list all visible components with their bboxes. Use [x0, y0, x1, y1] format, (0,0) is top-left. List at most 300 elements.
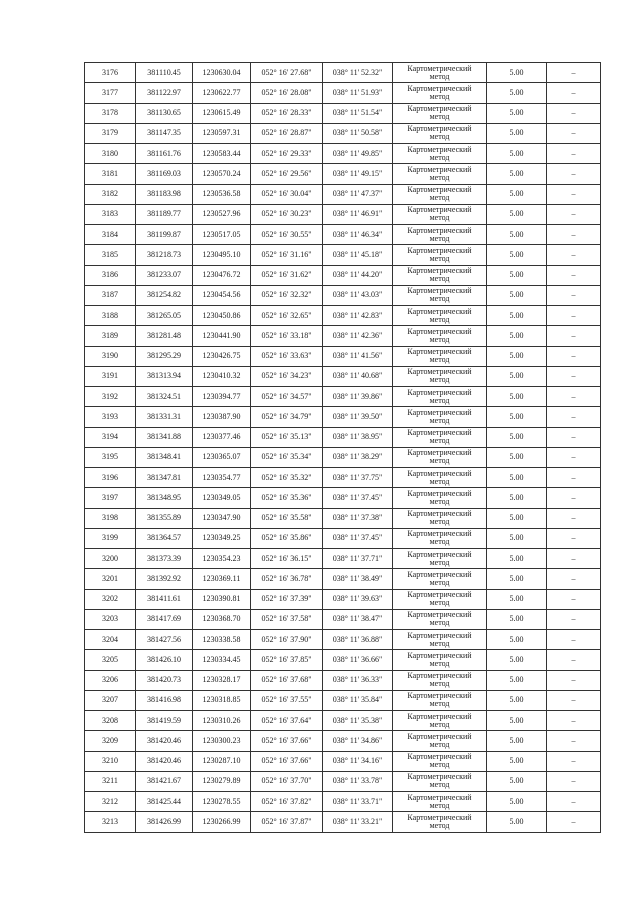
table-row [85, 488, 601, 508]
method-line-2: метод [429, 112, 450, 122]
note-cell: – [547, 711, 601, 731]
table-row [85, 771, 601, 791]
method-line-1: Картометрический [407, 104, 472, 114]
latitude-cell: 052° 16' 35.36" [251, 488, 323, 508]
note-cell: – [547, 326, 601, 346]
longitude-cell: 038° 11' 38.29" [323, 447, 393, 467]
x-coordinate-cell: 381161.76 [136, 144, 193, 164]
method-line-1: Картометрический [407, 671, 472, 681]
method-line-2: метод [429, 395, 450, 405]
accuracy-cell: 5.00 [487, 488, 547, 508]
longitude-cell: 038° 11' 38.95" [323, 427, 393, 447]
method-line-1: Картометрический [407, 468, 472, 478]
method-line-1: Картометрический [407, 83, 472, 93]
point-number-cell: 3180 [85, 144, 136, 164]
y-coordinate-cell: 1230369.11 [193, 569, 251, 589]
method-line-1: Картометрический [407, 387, 472, 397]
method-line-1: Картометрический [407, 549, 472, 559]
point-number-cell: 3205 [85, 650, 136, 670]
longitude-cell: 038° 11' 35.38" [323, 711, 393, 731]
method-cell [393, 731, 487, 751]
note-cell: – [547, 670, 601, 690]
longitude-cell: 038° 11' 46.34" [323, 225, 393, 245]
accuracy-cell: 5.00 [487, 468, 547, 488]
point-number-cell: 3183 [85, 204, 136, 224]
table-row [85, 366, 601, 386]
longitude-cell: 038° 11' 38.47" [323, 609, 393, 629]
method-line-2: метод [429, 598, 450, 608]
accuracy-cell: 5.00 [487, 407, 547, 427]
method-line-2: метод [429, 618, 450, 628]
note-cell: – [547, 245, 601, 265]
x-coordinate-cell: 381265.05 [136, 306, 193, 326]
x-coordinate-cell: 381421.67 [136, 771, 193, 791]
accuracy-cell: 5.00 [487, 245, 547, 265]
y-coordinate-cell: 1230349.05 [193, 488, 251, 508]
point-number-cell: 3185 [85, 245, 136, 265]
point-number-cell: 3198 [85, 508, 136, 528]
method-cell [393, 144, 487, 164]
method-line-1: Картометрический [407, 245, 472, 255]
method-line-1: Картометрический [407, 752, 472, 762]
latitude-cell: 052° 16' 30.04" [251, 184, 323, 204]
longitude-cell: 038° 11' 37.45" [323, 488, 393, 508]
method-cell [393, 306, 487, 326]
note-cell: – [547, 103, 601, 123]
longitude-cell: 038° 11' 39.50" [323, 407, 393, 427]
coordinates-table [84, 62, 601, 833]
table-row [85, 103, 601, 123]
accuracy-cell: 5.00 [487, 387, 547, 407]
note-cell: – [547, 771, 601, 791]
table-row [85, 670, 601, 690]
note-cell: – [547, 792, 601, 812]
latitude-cell: 052° 16' 34.79" [251, 407, 323, 427]
longitude-cell: 038° 11' 33.78" [323, 771, 393, 791]
method-line-1: Картометрический [407, 488, 472, 498]
method-line-2: метод [429, 658, 450, 668]
method-line-1: Картометрический [407, 286, 472, 296]
latitude-cell: 052° 16' 37.55" [251, 690, 323, 710]
y-coordinate-cell: 1230318.85 [193, 690, 251, 710]
accuracy-cell: 5.00 [487, 731, 547, 751]
point-number-cell: 3206 [85, 670, 136, 690]
latitude-cell: 052° 16' 34.23" [251, 366, 323, 386]
method-line-1: Картометрический [407, 509, 472, 519]
method-line-1: Картометрический [407, 367, 472, 377]
method-cell [393, 670, 487, 690]
latitude-cell: 052° 16' 37.66" [251, 731, 323, 751]
x-coordinate-cell: 381233.07 [136, 265, 193, 285]
method-line-1: Картометрический [407, 610, 472, 620]
accuracy-cell: 5.00 [487, 670, 547, 690]
longitude-cell: 038° 11' 37.71" [323, 549, 393, 569]
method-cell [393, 366, 487, 386]
x-coordinate-cell: 381364.57 [136, 528, 193, 548]
accuracy-cell: 5.00 [487, 306, 547, 326]
y-coordinate-cell: 1230354.77 [193, 468, 251, 488]
method-cell [393, 690, 487, 710]
method-line-1: Картометрический [407, 448, 472, 458]
latitude-cell: 052° 16' 32.32" [251, 285, 323, 305]
method-cell [393, 387, 487, 407]
table-row [85, 468, 601, 488]
note-cell: – [547, 528, 601, 548]
method-line-1: Картометрический [407, 185, 472, 195]
latitude-cell: 052° 16' 35.13" [251, 427, 323, 447]
point-number-cell: 3204 [85, 630, 136, 650]
point-number-cell: 3197 [85, 488, 136, 508]
table-row [85, 690, 601, 710]
table-row [85, 630, 601, 650]
y-coordinate-cell: 1230527.96 [193, 204, 251, 224]
table-row [85, 731, 601, 751]
y-coordinate-cell: 1230349.25 [193, 528, 251, 548]
longitude-cell: 038° 11' 49.15" [323, 164, 393, 184]
x-coordinate-cell: 381425.44 [136, 792, 193, 812]
table-row [85, 549, 601, 569]
latitude-cell: 052° 16' 34.57" [251, 387, 323, 407]
y-coordinate-cell: 1230454.56 [193, 285, 251, 305]
point-number-cell: 3212 [85, 792, 136, 812]
table-row [85, 346, 601, 366]
method-cell [393, 83, 487, 103]
method-cell [393, 488, 487, 508]
method-line-2: метод [429, 820, 450, 830]
method-line-1: Картометрический [407, 266, 472, 276]
x-coordinate-cell: 381331.31 [136, 407, 193, 427]
x-coordinate-cell: 381348.41 [136, 447, 193, 467]
y-coordinate-cell: 1230287.10 [193, 751, 251, 771]
y-coordinate-cell: 1230347.90 [193, 508, 251, 528]
longitude-cell: 038° 11' 42.36" [323, 326, 393, 346]
accuracy-cell: 5.00 [487, 225, 547, 245]
table-row [85, 164, 601, 184]
note-cell: – [547, 225, 601, 245]
method-cell [393, 245, 487, 265]
x-coordinate-cell: 381355.89 [136, 508, 193, 528]
point-number-cell: 3188 [85, 306, 136, 326]
latitude-cell: 052° 16' 37.68" [251, 670, 323, 690]
point-number-cell: 3203 [85, 609, 136, 629]
method-cell [393, 468, 487, 488]
point-number-cell: 3176 [85, 63, 136, 83]
accuracy-cell: 5.00 [487, 549, 547, 569]
note-cell: – [547, 488, 601, 508]
note-cell: – [547, 650, 601, 670]
x-coordinate-cell: 381313.94 [136, 366, 193, 386]
latitude-cell: 052° 16' 37.70" [251, 771, 323, 791]
table-row [85, 265, 601, 285]
longitude-cell: 038° 11' 36.66" [323, 650, 393, 670]
longitude-cell: 038° 11' 46.91" [323, 204, 393, 224]
point-number-cell: 3194 [85, 427, 136, 447]
method-line-2: метод [429, 172, 450, 182]
accuracy-cell: 5.00 [487, 447, 547, 467]
note-cell: – [547, 387, 601, 407]
note-cell: – [547, 184, 601, 204]
method-line-2: метод [429, 699, 450, 709]
method-line-2: метод [429, 517, 450, 527]
method-line-1: Картометрический [407, 326, 472, 336]
table-row [85, 589, 601, 609]
x-coordinate-cell: 381419.59 [136, 711, 193, 731]
x-coordinate-cell: 381416.98 [136, 690, 193, 710]
latitude-cell: 052° 16' 33.63" [251, 346, 323, 366]
note-cell: – [547, 569, 601, 589]
method-cell [393, 508, 487, 528]
method-line-2: метод [429, 334, 450, 344]
latitude-cell: 052° 16' 35.86" [251, 528, 323, 548]
accuracy-cell: 5.00 [487, 265, 547, 285]
accuracy-cell: 5.00 [487, 751, 547, 771]
x-coordinate-cell: 381295.29 [136, 346, 193, 366]
latitude-cell: 052° 16' 28.08" [251, 83, 323, 103]
longitude-cell: 038° 11' 41.56" [323, 346, 393, 366]
note-cell: – [547, 407, 601, 427]
method-cell [393, 407, 487, 427]
y-coordinate-cell: 1230570.24 [193, 164, 251, 184]
x-coordinate-cell: 381420.46 [136, 731, 193, 751]
y-coordinate-cell: 1230278.55 [193, 792, 251, 812]
note-cell: – [547, 164, 601, 184]
accuracy-cell: 5.00 [487, 771, 547, 791]
table-row [85, 427, 601, 447]
longitude-cell: 038° 11' 36.88" [323, 630, 393, 650]
method-line-1: Картометрический [407, 529, 472, 539]
accuracy-cell: 5.00 [487, 508, 547, 528]
x-coordinate-cell: 381347.81 [136, 468, 193, 488]
method-line-1: Картометрический [407, 164, 472, 174]
x-coordinate-cell: 381189.77 [136, 204, 193, 224]
x-coordinate-cell: 381420.73 [136, 670, 193, 690]
latitude-cell: 052° 16' 37.85" [251, 650, 323, 670]
x-coordinate-cell: 381254.82 [136, 285, 193, 305]
longitude-cell: 038° 11' 47.37" [323, 184, 393, 204]
method-line-2: метод [429, 193, 450, 203]
longitude-cell: 038° 11' 36.33" [323, 670, 393, 690]
table-row [85, 245, 601, 265]
method-cell [393, 711, 487, 731]
method-line-2: метод [429, 679, 450, 689]
latitude-cell: 052° 16' 30.55" [251, 225, 323, 245]
longitude-cell: 038° 11' 37.75" [323, 468, 393, 488]
longitude-cell: 038° 11' 45.18" [323, 245, 393, 265]
method-line-2: метод [429, 375, 450, 385]
point-number-cell: 3207 [85, 690, 136, 710]
longitude-cell: 038° 11' 42.83" [323, 306, 393, 326]
method-line-1: Картометрический [407, 590, 472, 600]
point-number-cell: 3195 [85, 447, 136, 467]
x-coordinate-cell: 381169.03 [136, 164, 193, 184]
method-cell [393, 63, 487, 83]
method-line-1: Картометрический [407, 63, 472, 73]
table-row [85, 528, 601, 548]
point-number-cell: 3184 [85, 225, 136, 245]
method-line-2: метод [429, 436, 450, 446]
y-coordinate-cell: 1230354.23 [193, 549, 251, 569]
x-coordinate-cell: 381392.92 [136, 569, 193, 589]
accuracy-cell: 5.00 [487, 589, 547, 609]
table-row [85, 123, 601, 143]
note-cell: – [547, 609, 601, 629]
table-row [85, 144, 601, 164]
latitude-cell: 052° 16' 37.58" [251, 609, 323, 629]
y-coordinate-cell: 1230615.49 [193, 103, 251, 123]
longitude-cell: 038° 11' 44.20" [323, 265, 393, 285]
accuracy-cell: 5.00 [487, 609, 547, 629]
latitude-cell: 052° 16' 29.33" [251, 144, 323, 164]
method-line-2: метод [429, 294, 450, 304]
latitude-cell: 052° 16' 33.18" [251, 326, 323, 346]
note-cell: – [547, 366, 601, 386]
longitude-cell: 038° 11' 49.85" [323, 144, 393, 164]
accuracy-cell: 5.00 [487, 711, 547, 731]
table-row [85, 569, 601, 589]
latitude-cell: 052° 16' 32.65" [251, 306, 323, 326]
latitude-cell: 052° 16' 31.16" [251, 245, 323, 265]
longitude-cell: 038° 11' 33.71" [323, 792, 393, 812]
method-line-2: метод [429, 496, 450, 506]
method-cell [393, 184, 487, 204]
latitude-cell: 052° 16' 35.32" [251, 468, 323, 488]
latitude-cell: 052° 16' 27.68" [251, 63, 323, 83]
point-number-cell: 3200 [85, 549, 136, 569]
accuracy-cell: 5.00 [487, 427, 547, 447]
method-line-1: Картометрический [407, 569, 472, 579]
y-coordinate-cell: 1230387.90 [193, 407, 251, 427]
accuracy-cell: 5.00 [487, 528, 547, 548]
longitude-cell: 038° 11' 37.38" [323, 508, 393, 528]
note-cell: – [547, 123, 601, 143]
table-row [85, 306, 601, 326]
y-coordinate-cell: 1230495.10 [193, 245, 251, 265]
y-coordinate-cell: 1230300.23 [193, 731, 251, 751]
method-line-2: метод [429, 132, 450, 142]
method-line-1: Картометрический [407, 205, 472, 215]
method-line-2: метод [429, 233, 450, 243]
longitude-cell: 038° 11' 43.03" [323, 285, 393, 305]
x-coordinate-cell: 381427.56 [136, 630, 193, 650]
longitude-cell: 038° 11' 51.93" [323, 83, 393, 103]
method-cell [393, 609, 487, 629]
note-cell: – [547, 812, 601, 832]
x-coordinate-cell: 381199.87 [136, 225, 193, 245]
method-line-2: метод [429, 739, 450, 749]
table-row [85, 751, 601, 771]
longitude-cell: 038° 11' 39.86" [323, 387, 393, 407]
x-coordinate-cell: 381183.98 [136, 184, 193, 204]
method-line-1: Картометрический [407, 630, 472, 640]
method-cell [393, 630, 487, 650]
method-cell [393, 265, 487, 285]
method-cell [393, 427, 487, 447]
method-line-2: метод [429, 415, 450, 425]
point-number-cell: 3192 [85, 387, 136, 407]
method-line-1: Картометрический [407, 711, 472, 721]
table-body [85, 63, 601, 833]
method-line-2: метод [429, 760, 450, 770]
method-cell [393, 346, 487, 366]
note-cell: – [547, 731, 601, 751]
longitude-cell: 038° 11' 33.21" [323, 812, 393, 832]
table-row [85, 792, 601, 812]
method-cell [393, 528, 487, 548]
longitude-cell: 038° 11' 35.84" [323, 690, 393, 710]
accuracy-cell: 5.00 [487, 326, 547, 346]
latitude-cell: 052° 16' 31.62" [251, 265, 323, 285]
note-cell: – [547, 549, 601, 569]
x-coordinate-cell: 381373.39 [136, 549, 193, 569]
table-row [85, 812, 601, 832]
note-cell: – [547, 204, 601, 224]
y-coordinate-cell: 1230536.58 [193, 184, 251, 204]
accuracy-cell: 5.00 [487, 164, 547, 184]
method-cell [393, 569, 487, 589]
method-line-1: Картометрический [407, 731, 472, 741]
method-line-2: метод [429, 91, 450, 101]
method-line-1: Картометрический [407, 144, 472, 154]
x-coordinate-cell: 381218.73 [136, 245, 193, 265]
latitude-cell: 052° 16' 28.87" [251, 123, 323, 143]
y-coordinate-cell: 1230266.99 [193, 812, 251, 832]
y-coordinate-cell: 1230365.07 [193, 447, 251, 467]
method-line-2: метод [429, 152, 450, 162]
latitude-cell: 052° 16' 37.82" [251, 792, 323, 812]
point-number-cell: 3177 [85, 83, 136, 103]
accuracy-cell: 5.00 [487, 812, 547, 832]
latitude-cell: 052° 16' 35.34" [251, 447, 323, 467]
latitude-cell: 052° 16' 37.39" [251, 589, 323, 609]
accuracy-cell: 5.00 [487, 204, 547, 224]
method-cell [393, 751, 487, 771]
table-row [85, 184, 601, 204]
latitude-cell: 052° 16' 36.78" [251, 569, 323, 589]
method-cell [393, 123, 487, 143]
method-cell [393, 792, 487, 812]
y-coordinate-cell: 1230377.46 [193, 427, 251, 447]
method-line-2: метод [429, 476, 450, 486]
point-number-cell: 3187 [85, 285, 136, 305]
note-cell: – [547, 285, 601, 305]
method-line-2: метод [429, 456, 450, 466]
method-cell [393, 204, 487, 224]
point-number-cell: 3211 [85, 771, 136, 791]
note-cell: – [547, 508, 601, 528]
method-line-2: метод [429, 314, 450, 324]
longitude-cell: 038° 11' 51.54" [323, 103, 393, 123]
point-number-cell: 3213 [85, 812, 136, 832]
method-line-1: Картометрический [407, 691, 472, 701]
method-line-2: метод [429, 577, 450, 587]
point-number-cell: 3181 [85, 164, 136, 184]
y-coordinate-cell: 1230338.58 [193, 630, 251, 650]
y-coordinate-cell: 1230441.90 [193, 326, 251, 346]
accuracy-cell: 5.00 [487, 83, 547, 103]
longitude-cell: 038° 11' 50.58" [323, 123, 393, 143]
method-line-2: метод [429, 557, 450, 567]
note-cell: – [547, 427, 601, 447]
note-cell: – [547, 690, 601, 710]
latitude-cell: 052° 16' 29.56" [251, 164, 323, 184]
y-coordinate-cell: 1230334.45 [193, 650, 251, 670]
point-number-cell: 3182 [85, 184, 136, 204]
y-coordinate-cell: 1230476.72 [193, 265, 251, 285]
method-cell [393, 103, 487, 123]
table-row [85, 609, 601, 629]
x-coordinate-cell: 381417.69 [136, 609, 193, 629]
note-cell: – [547, 468, 601, 488]
